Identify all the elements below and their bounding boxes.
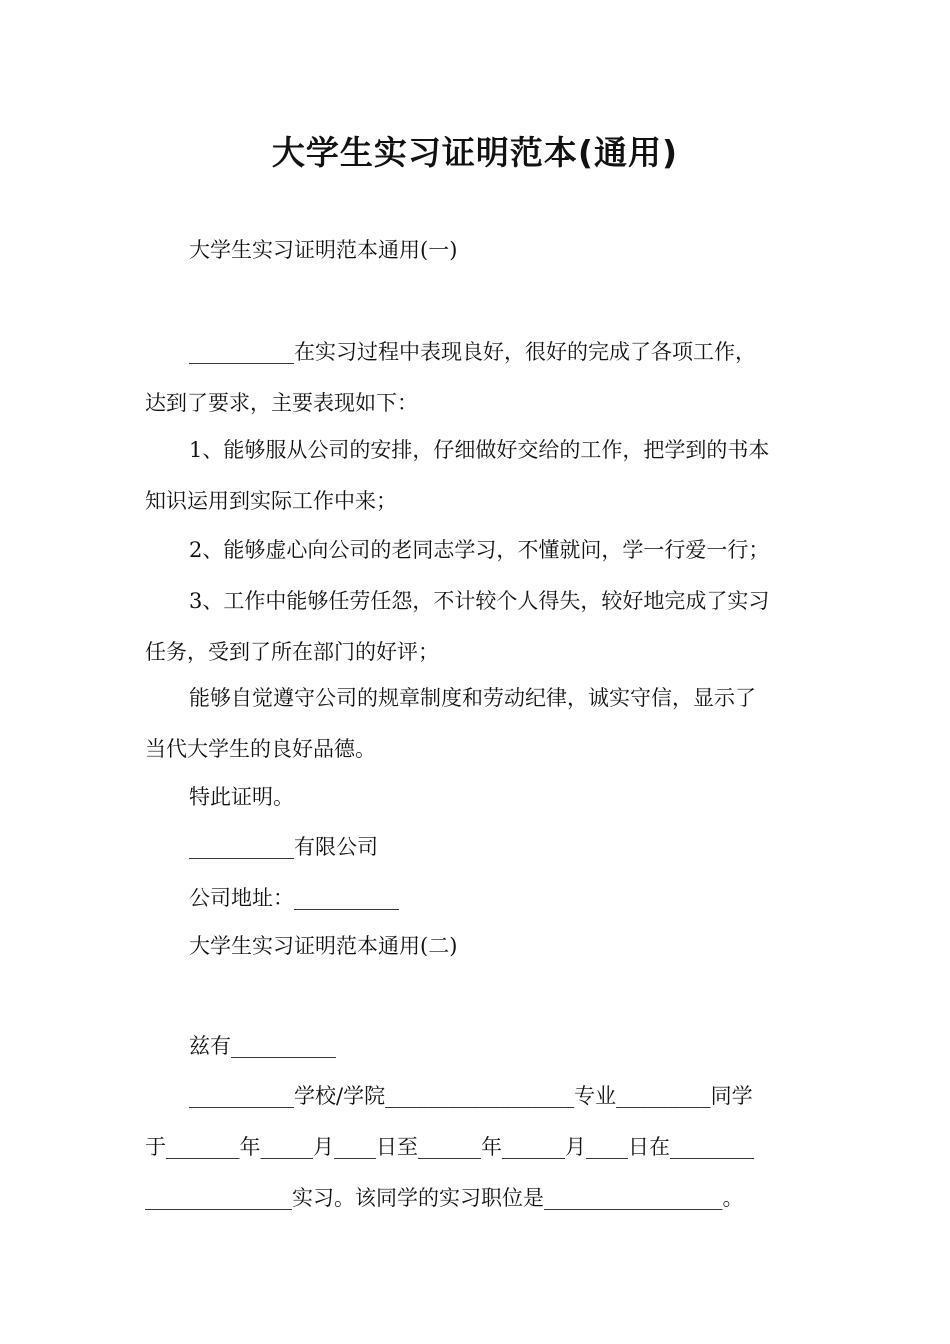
section2-line-3: ______________实习。该同学的实习职位是_________________。: [145, 1186, 744, 1210]
list-item-2: 2、能够虚心向公司的老同志学习，不懂就问，学一行爱一行；: [189, 538, 770, 562]
conduct-line-2: 当代大学生的良好品德。: [145, 737, 376, 761]
list-item-1: [145, 425, 805, 527]
document-title: 大学生实习证明范本(通用): [271, 133, 679, 172]
item1-line-2: 知识运用到实际工作中来；: [145, 489, 397, 513]
section2-body-paragraph: [145, 1071, 805, 1224]
section1-heading: 大学生实习证明范本通用(一): [189, 238, 458, 262]
section2-line-2: 于_______年_____月____日至______年______月____日在________: [145, 1135, 754, 1159]
section2-heading: 大学生实习证明范本通用(二): [189, 934, 458, 958]
intro-line-2: 达到了要求，主要表现如下：: [145, 391, 418, 415]
intro-line-1: __________在实习过程中表现良好，很好的完成了各项工作，: [189, 340, 756, 364]
conduct-line-1: 能够自觉遵守公司的规章制度和劳动纪律，诚实守信，显示了: [189, 686, 756, 710]
company-address: 公司地址：__________: [189, 886, 399, 910]
item3-line-1: 3、工作中能够任劳任怨，不计较个人得失，较好地完成了实习: [189, 589, 770, 613]
section2-line-1: __________学校/学院__________________专业_________同学: [189, 1084, 753, 1108]
section2-opening: 兹有__________: [189, 1034, 336, 1058]
item1-line-1: 1、能够服从公司的安排，仔细做好交给的工作，把学到的书本: [189, 438, 770, 462]
item3-line-2: 任务，受到了所在部门的好评；: [145, 640, 439, 664]
section1-intro-paragraph: [145, 327, 805, 429]
conduct-paragraph: [145, 673, 805, 775]
closing-text: 特此证明。: [189, 785, 294, 809]
list-item-3: [145, 576, 805, 678]
company-name-blank: __________有限公司: [189, 835, 378, 859]
